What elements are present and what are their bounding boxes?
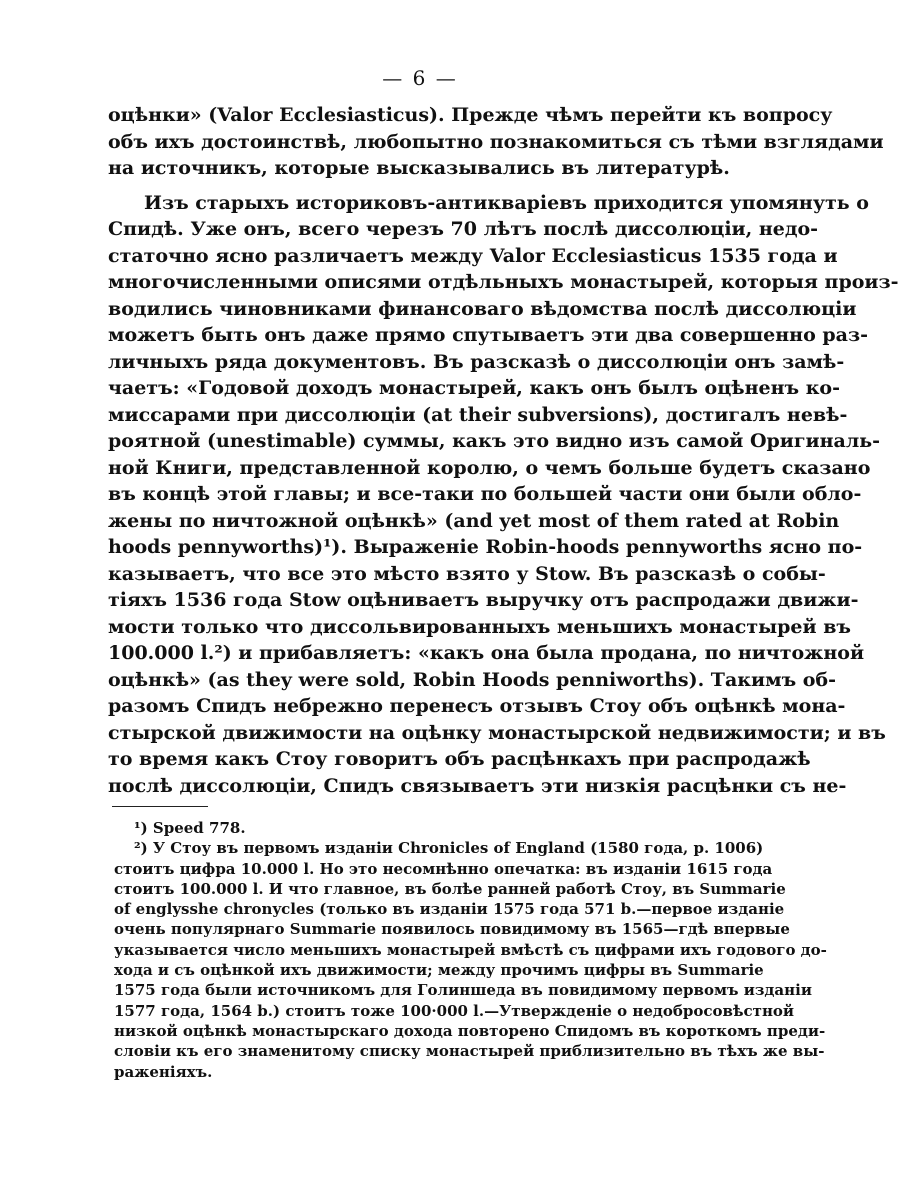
text-line: послѣ диссолюціи, Спидъ связываетъ эти низкія расцѣнки съ не- — [108, 774, 847, 797]
text-line: оцѣнки» (Valor Ecclesiasticus). Прежде чѣмъ перейти къ вопросу — [108, 104, 833, 126]
text-line: статочно ясно различаетъ между Valor Ecclesiasticus 1535 года и — [108, 244, 838, 267]
text-line: многочисленными описями отдѣльныхъ монастырей, которыя произ- — [108, 271, 899, 293]
footnote-separator — [112, 806, 208, 807]
text-line: стырской движимости на оцѣнку монастырской недвижимости; и въ — [108, 721, 886, 744]
footnote-line: 1575 года были источникомъ для Голиншеда въ повидимому первомъ изданіи — [114, 981, 812, 1000]
text-line: жены по ничтожной оцѣнкѣ» (and yet most of them rated at Robin — [108, 509, 840, 532]
main-text — [108, 102, 899, 799]
text-line: объ ихъ достоинствѣ, любопытно познакомиться съ тѣми взглядами — [108, 130, 884, 153]
footnote-line: хода и съ оцѣнкой ихъ движимости; между прочимъ цифры въ Summarie — [114, 961, 764, 980]
text-line: то время какъ Стоу говоритъ объ расцѣнкахъ при распродажѣ — [108, 748, 811, 770]
text-line: можетъ быть онъ даже прямо спутываетъ эти два совершенно раз- — [108, 324, 868, 346]
footnote-line: низкой оцѣнкѣ монастырскаго дохода повторено Спидомъ въ короткомъ преди- — [114, 1021, 826, 1040]
text-line: чаетъ: «Годовой доходъ монастырей, какъ онъ былъ оцѣненъ ко- — [108, 377, 840, 399]
footnote-line: ²) У Стоу въ первомъ изданіи Chronicles of England (1580 года, p. 1006) — [134, 839, 764, 858]
text-line: водились чиновниками финансоваго вѣдомства послѣ диссолюціи — [108, 297, 857, 320]
text-line: въ концѣ этой главы; и все-таки по большей части они были обло- — [108, 483, 862, 505]
footnote-line: ¹) Speed 778. — [134, 819, 246, 837]
text-line: на источникъ, которые высказывались въ литературѣ. — [108, 157, 730, 179]
footnote-line: стоитъ цифра 10.000 l. Но это несомнѣнно опечатка: въ изданіи 1615 года — [114, 859, 773, 878]
text-line: 100.000 l.²) и прибавляетъ: «какъ она была продана, по ничтожной — [108, 642, 865, 664]
footnote-line: очень популярнаго Summarie появилось повидимому въ 1565—гдѣ впервые — [114, 920, 790, 939]
footnotes — [114, 818, 827, 1082]
text-line: казываетъ, что все это мѣсто взято у Stow. Въ разсказѣ о собы- — [108, 562, 826, 585]
text-line: мости только что диссольвированныхъ меньшихъ монастырей въ — [108, 615, 852, 638]
text-line: личныхъ ряда документовъ. Въ разсказѣ о диссолюціи онъ замѣ- — [108, 350, 845, 373]
footnote-line: словіи къ его знаменитому списку монастырей приблизительно въ тѣхъ же вы- — [114, 1042, 825, 1061]
footnote-line: указывается число меньшихъ монастырей вмѣстѣ съ цифрами ихъ годового до- — [114, 940, 827, 959]
text-line: ной Книги, представленной королю, о чемъ больше будетъ сказано — [108, 456, 871, 479]
footnote-line: стоитъ 100.000 l. И что главное, въ болѣе ранней работѣ Стоу, въ Summarie — [114, 879, 786, 898]
text-line: тіяхъ 1536 года Stow оцѣниваетъ выручку отъ распродажи движи- — [108, 589, 859, 611]
footnote-line: раженіяхъ. — [114, 1062, 213, 1081]
footnote-line: of englysshe chronycles (только въ изданіи 1575 года 571 b.—первое изданіе — [114, 900, 785, 919]
text-line: миссарами при диссолюціи (at their subversions), достигалъ невѣ- — [108, 403, 848, 426]
page-number: — 6 — — [382, 66, 458, 90]
text-line: Спидѣ. Уже онъ, всего черезъ 70 лѣтъ послѣ диссолюціи, недо- — [108, 218, 819, 240]
footnote-line: 1577 года, 1564 b.) стоитъ тоже 100·000 l.—Утвержденіе о недобросовѣстной — [114, 1001, 795, 1020]
text-line: Изъ старыхъ историковъ-антикваріевъ приходится упомянуть о — [144, 191, 869, 214]
text-line: разомъ Спидъ небрежно перенесъ отзывъ Стоу объ оцѣнкѣ мона- — [108, 695, 846, 717]
text-line: оцѣнкѣ» (as they were sold, Robin Hoods penniworths). Такимъ об- — [108, 668, 836, 691]
text-line: роятной (unestimable) суммы, какъ это видно изъ самой Оригиналь- — [108, 430, 881, 452]
text-line: hoods pennyworths)¹). Выраженіе Robin-hoods pennyworths ясно по- — [108, 536, 863, 558]
